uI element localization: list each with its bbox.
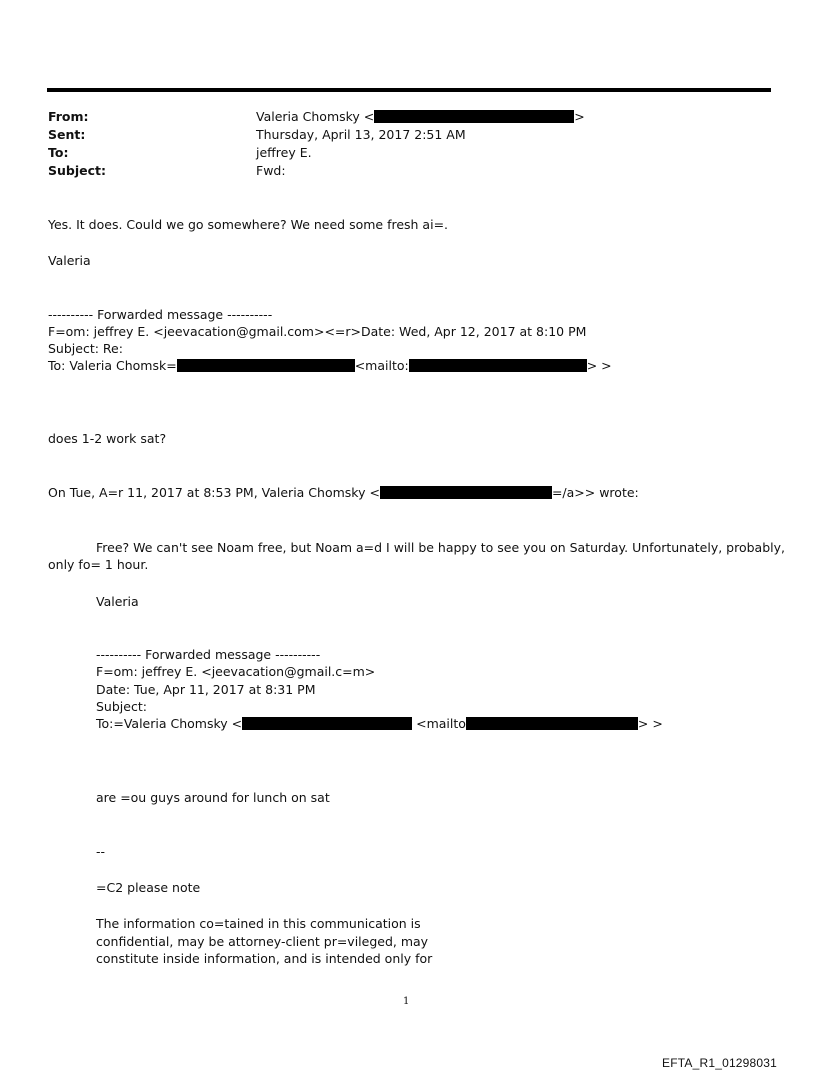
from-name: Valeria Chomsky < <box>256 109 375 124</box>
signature: Valeria <box>48 253 91 268</box>
quote-header-text: On Tue, A=r 11, 2017 at 8:53 PM, Valeria Chomsky < <box>48 485 380 500</box>
forward-from: F=om: jeffrey E. <jeevacation@gmail.com><=r>Date: Wed, Apr 12, 2017 at 8:10 PM <box>48 324 587 339</box>
to-label: To: <box>48 145 69 160</box>
forward-subject: Subject: Re: <box>48 341 123 356</box>
mailto-text: <mailto: <box>354 358 409 373</box>
disclaimer-line: constitute inside information, and is intended only for <box>96 951 433 966</box>
body-line: Yes. It does. Could we go somewhere? We need some fresh ai=. <box>48 217 449 232</box>
lunch-line: are =ou guys around for lunch on sat <box>96 790 330 805</box>
to-value: jeffrey E. <box>256 145 312 160</box>
redaction-bar <box>466 717 638 730</box>
quote-signature: Valeria <box>96 594 139 609</box>
subject-label: Subject: <box>48 163 106 178</box>
subject-value: Fwd: <box>256 163 286 178</box>
redaction-bar <box>177 359 355 372</box>
footer-id: EFTA_R1_01298031 <box>662 1056 778 1070</box>
disclaimer-line: confidential, may be attorney-client pr=vileged, may <box>96 934 429 949</box>
quote-line: only fo= 1 hour. <box>48 557 149 572</box>
forward-from: F=om: jeffrey E. <jeevacation@gmail.c=m> <box>96 664 376 679</box>
page-number: 1 <box>403 996 410 1007</box>
from-label: From: <box>48 109 89 124</box>
redaction-bar <box>409 359 587 372</box>
forward-to-tail: > > <box>586 358 612 373</box>
reply-line: does 1-2 work sat? <box>48 431 167 446</box>
quote-line: Free? We can't see Noam free, but Noam a=d I will be happy to see you on Saturday. Unfortunately, probably, <box>96 540 785 555</box>
from-tail: > <box>574 109 585 124</box>
forward-separator: ---------- Forwarded message ---------- <box>96 647 321 662</box>
disclaimer-line: The information co=tained in this communication is <box>96 916 421 931</box>
header-rule <box>47 88 771 92</box>
quote-header-tail: =/a>> wrote: <box>551 485 639 500</box>
forward-subject: Subject: <box>96 699 147 714</box>
forward-to <box>48 358 612 374</box>
forward-separator: ---------- Forwarded message ---------- <box>48 307 273 322</box>
from-value <box>256 109 585 125</box>
signature-dashes: -- <box>96 844 106 859</box>
forward-date: Date: Tue, Apr 11, 2017 at 8:31 PM <box>96 682 316 697</box>
redaction-bar <box>380 486 552 499</box>
forward-to-text: To: Valeria Chomsk= <box>48 358 177 373</box>
forward-to-text: To:=Valeria Chomsky < <box>96 716 243 731</box>
sent-label: Sent: <box>48 127 86 142</box>
forward-to-tail: > > <box>637 716 663 731</box>
redaction-bar <box>242 717 412 730</box>
quote-header <box>48 485 639 501</box>
redaction-bar <box>374 110 574 123</box>
sent-value: Thursday, April 13, 2017 2:51 AM <box>256 127 466 142</box>
forward-to <box>96 716 663 732</box>
mailto-text: <mailto <box>416 716 466 731</box>
note-line: =C2 please note <box>96 880 201 895</box>
